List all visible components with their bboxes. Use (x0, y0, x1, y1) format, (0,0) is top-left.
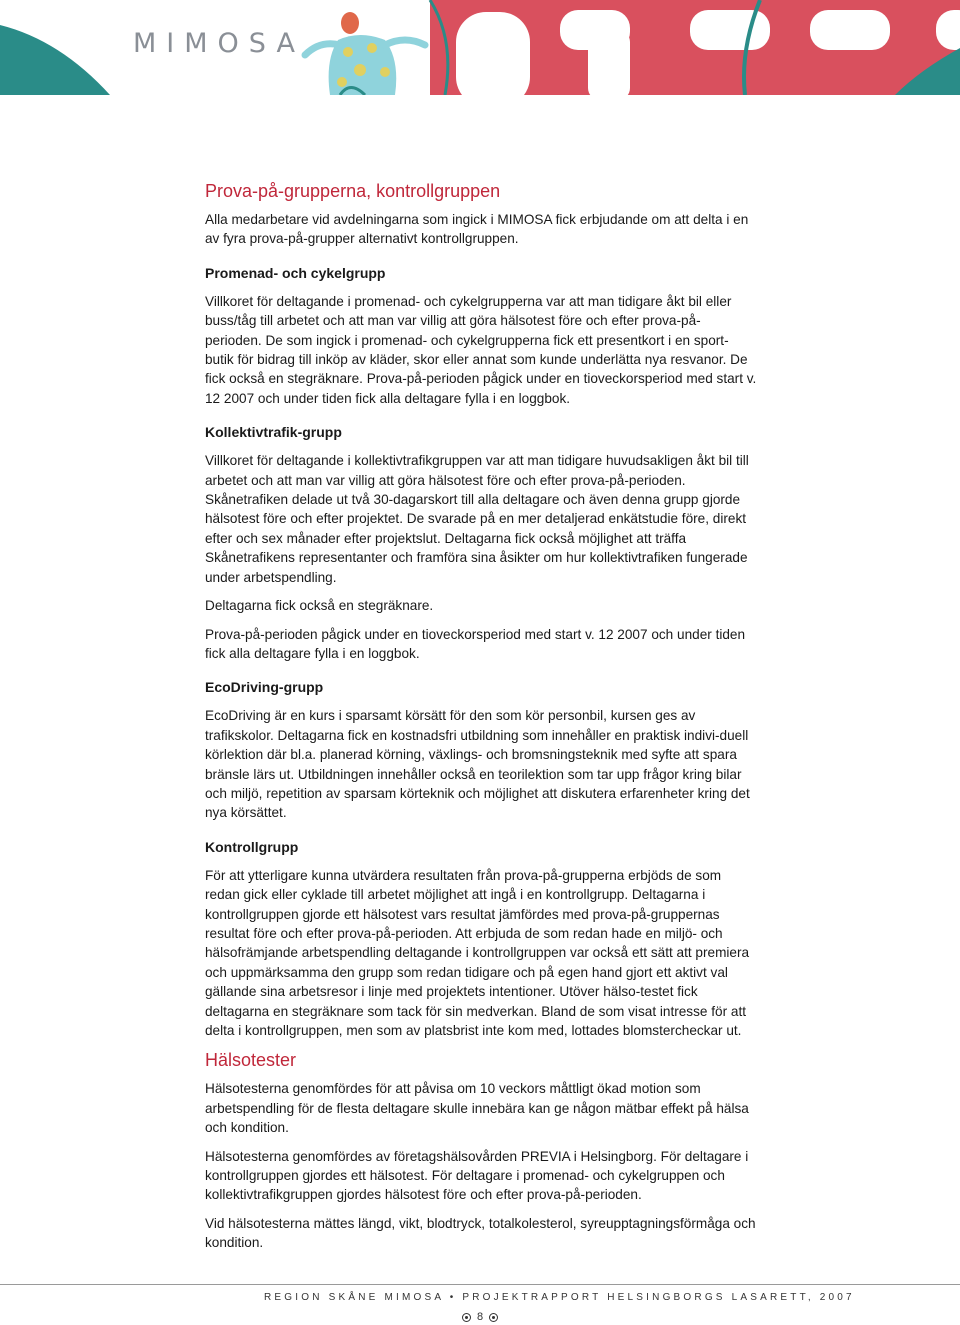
paragraph: EcoDriving är en kurs i sparsamt körsätt för den som kör personbil, kursen ges av trafikskolor. Deltagarna fick en kostnadsfri utbildning som innehåller en praktisk indivi-duell körlektion där bl.a. planerad körning, växlings- och bromsningsteknik med syfte att spara bränsle lärs ut. Utbildningen innehåller också en teorilektion som tar upp frågor kring bilar och miljö, repetition av sparsam körteknik och möjlighet att diskutera erfarenheter kring det nya körsättet. (205, 708, 750, 821)
yellow-dot (343, 47, 353, 57)
page-header (0, 0, 960, 95)
yellow-dot (367, 43, 377, 53)
page-number (0, 1311, 960, 1323)
figure-arm-right (385, 40, 425, 45)
section-title: Prova-på-grupperna, kontrollgruppen (205, 181, 501, 201)
page-number-value: 8 (476, 1311, 484, 1323)
subheading-kontrollgrupp: Kontrollgrupp (205, 838, 299, 855)
figure-head (341, 12, 359, 34)
main-content (205, 178, 757, 1253)
footer-divider (0, 1284, 960, 1285)
paragraph: Vid hälsotesterna mättes längd, vikt, blodtryck, totalkolesterol, syreupptagningsförmåga och kondition. (205, 1215, 756, 1251)
yellow-dot (337, 77, 347, 87)
white-shape-5 (810, 10, 890, 50)
white-shape-1 (456, 12, 530, 95)
subheading-promenad: Promenad- och cykelgrupp (205, 264, 386, 281)
bullet-icon (489, 1313, 498, 1322)
brand-wordmark: MIMOSA (133, 28, 305, 59)
paragraph: Villkoret för deltagande i kollektivtrafikgruppen var att man tidigare huvudsakligen åkt bil till arbetet och att man var villig att göra hälsotest före och efter prova-på-perioden. Skånetrafiken delade ut två 30-dagarskort till alla deltagare och även denna grupp gjorde hälsotest före och efter projektet. De svarade på en mer detaljerad enkätstudie före, direkt efter och sex månader efter projektslut. Deltagarna fick också möjlighet att träffa Skånetrafikens representanter och framföra sina åsikter om hur kollektivtrafiken fungerade under arbetspendling. (205, 453, 749, 585)
footer-text: REGION SKÅNE MIMOSA • PROJEKTRAPPORT HELSINGBORGS LASARETT, 2007 (264, 1292, 855, 1303)
paragraph: Hälsotesterna genomfördes av företagshälsovården PREVIA i Helsingborg. För deltagare i kontrollgruppen gjordes ett hälsotest. För deltagare i promenad- och cykelgruppen och kollektivtrafikgruppen gjordes hälsotest före och efter prova-på-perioden. (205, 1148, 749, 1203)
yellow-dot (354, 64, 366, 76)
white-shape-4 (690, 10, 770, 50)
white-shape-3 (588, 30, 630, 95)
paragraph: Villkoret för deltagande i promenad- och cykelgrupperna var att man tidigare åkt bil eller buss/tåg till arbetet och att man var villig att göra hälsotest före och efter prova-på-perioden. De som ingick i promenad- och cykelgrupperna fick ett presentkort i en sport-butik för bidrag till inköp av kläder, skor eller annat som kunde underlätta nya resvanor. De fick också en stegräknare. Prova-på-perioden pågick under en tioveckorsperiod med start v. 12 2007 och under tiden fick alla deltagare fylla i en loggbok. (205, 293, 757, 406)
intro-paragraph: Alla medarbetare vid avdelningarna som ingick i MIMOSA fick erbjudande om att delta i en av fyra prova-på-grupper alternativt kontrollgruppen. (205, 212, 749, 247)
page-footer (0, 1284, 960, 1325)
paragraph: För att ytterligare kunna utvärdera resultaten från prova-på-grupperna erbjöds de som redan gick eller cyklade till arbetet möjlighet att ingå i en kontrollgrupp. Deltagarna i kontrollgruppen gjorde ett hälsotest vars resultat jämfördes med prova-på-gruppernas resultat före och efter prova-på-perioden. Att erbjuda de som redan hade en miljö- och hälsofrämjande arbetspendling deltagande i kontrollgruppen var också ett sätt att premiera och uppmärksamma den grupp som redan tidigare och på egen hand gjort ett aktivt val gällande sina arbetsresor i linje med projektets intentioner. Utöver hälso-testet fick deltagarna en stegräknare som tack för sin medverkan. Bland de som visat intresse för att delta i kontrollgruppen, men som av platsbrist inte kom med, lottades blomstercheckar ut. (205, 867, 750, 1038)
paragraph: Hälsotesterna genomfördes för att påvisa om 10 veckors måttligt ökad motion som arbetspendling för de flesta deltagare skulle innebära kan ge någon mätbar effekt på hälsa och kondition. (205, 1081, 749, 1136)
yellow-dot (380, 67, 390, 77)
subheading-kollektivtrafik: Kollektivtrafik-grupp (205, 424, 342, 441)
bullet-icon (462, 1313, 471, 1322)
teal-wedge-left (0, 25, 110, 95)
subheading-ecodriving: EcoDriving-grupp (205, 679, 324, 696)
paragraph: Prova-på-perioden pågick under en tioveckorsperiod med start v. 12 2007 och under tiden fick alla deltagare fylla i en loggbok. (205, 626, 746, 661)
section-title-halsotester: Hälsotester (205, 1050, 297, 1071)
paragraph: Deltagarna fick också en stegräknare. (205, 598, 434, 614)
